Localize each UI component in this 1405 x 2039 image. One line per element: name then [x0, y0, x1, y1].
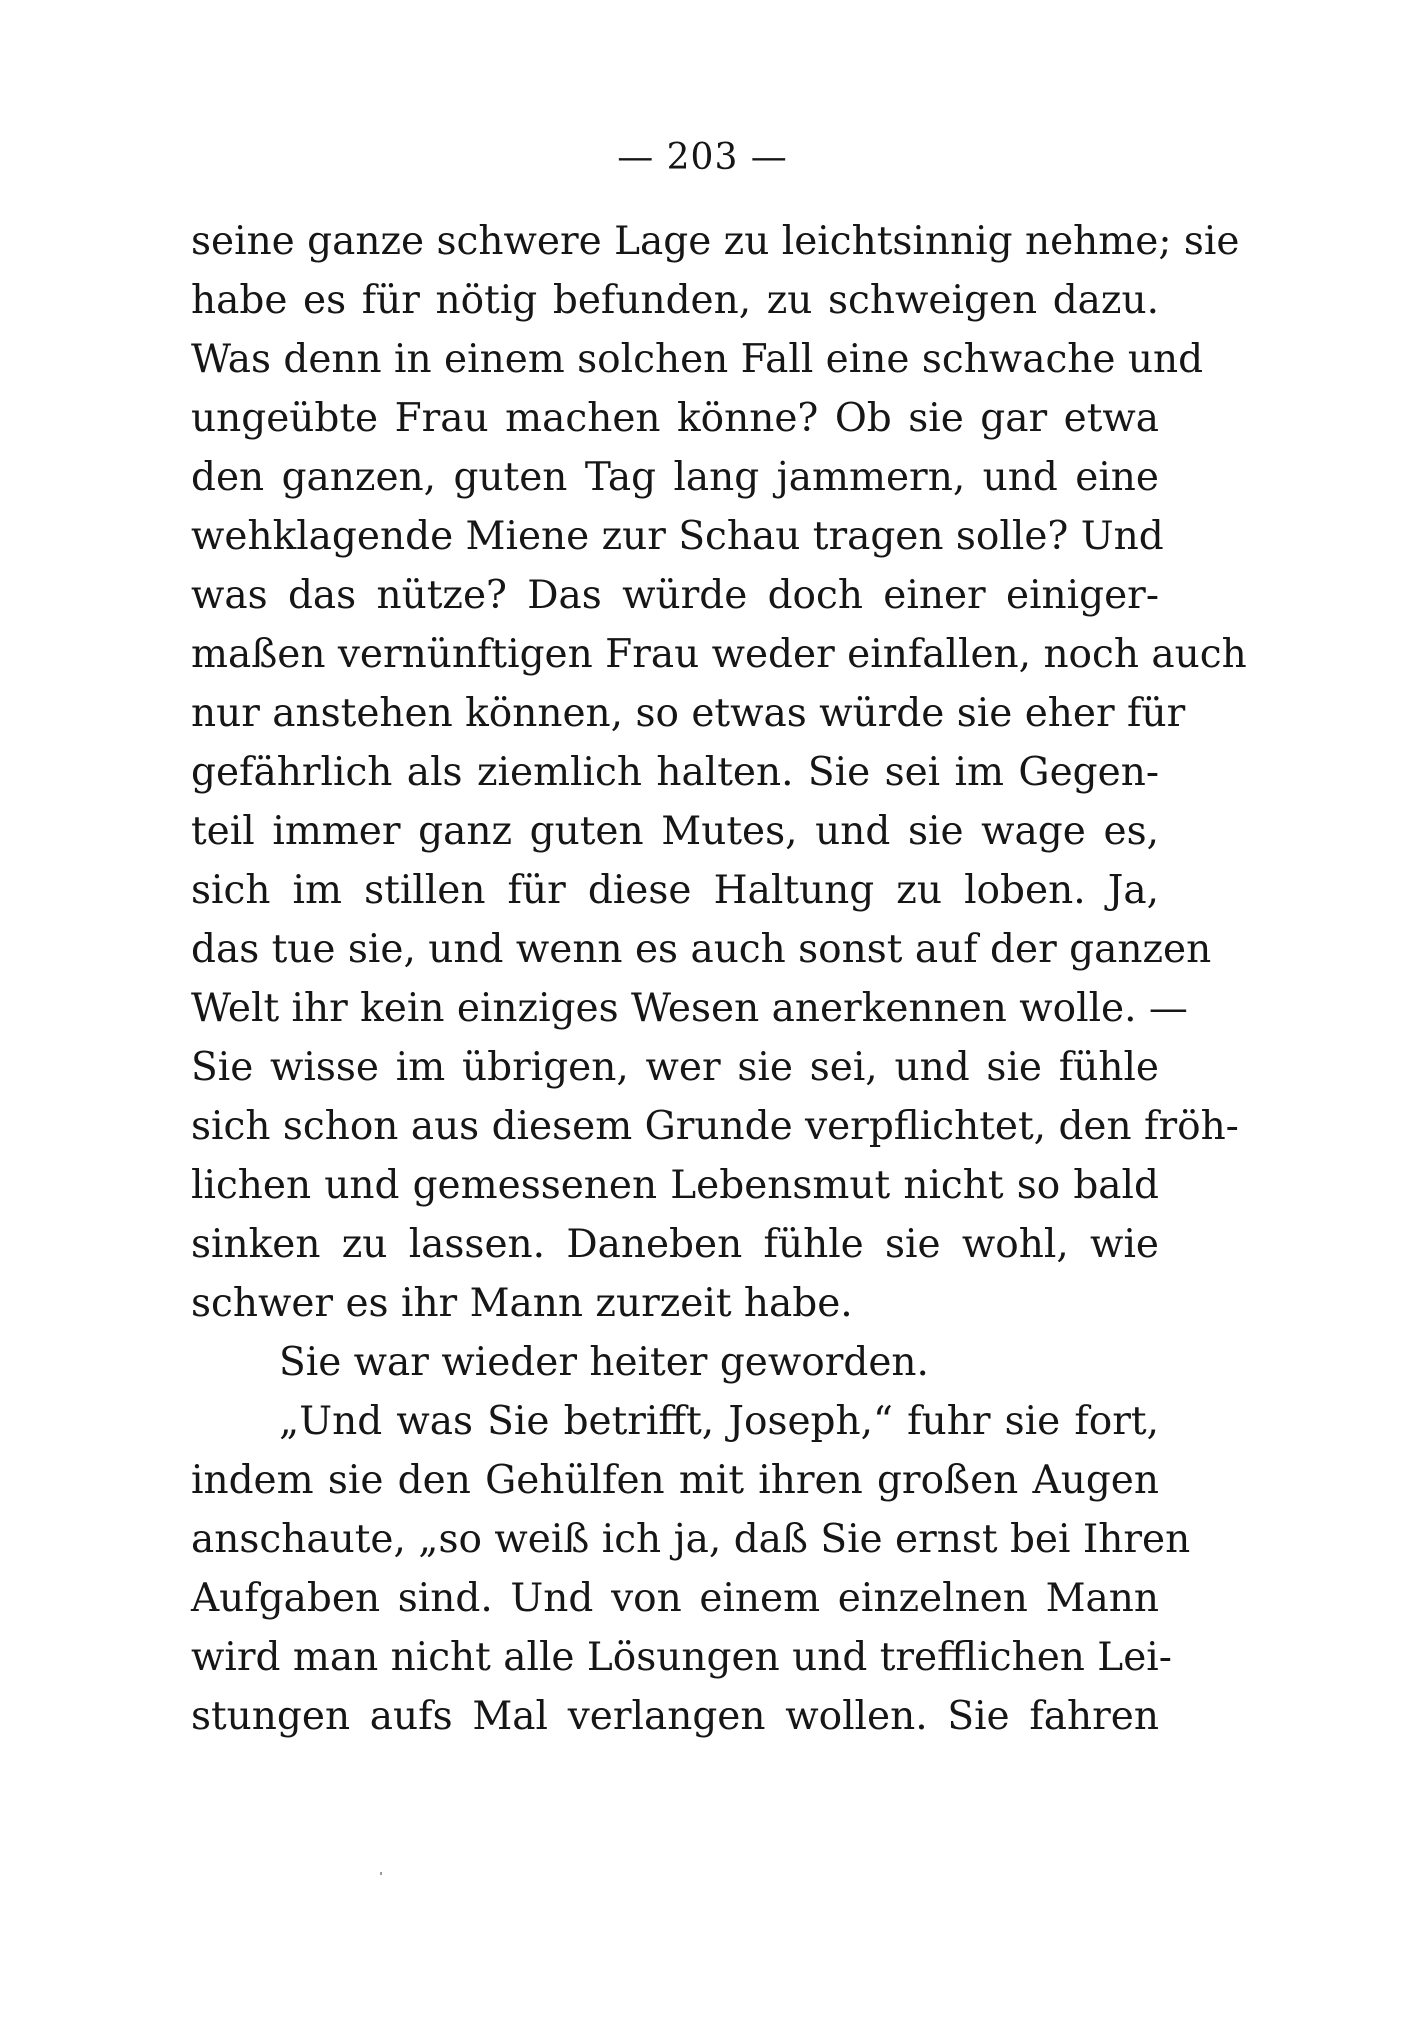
text-line: den ganzen, guten Tag lang jammern, und eine	[191, 455, 1159, 500]
text-line: maßen vernünftigen Frau weder einfallen, noch auch	[191, 632, 1247, 677]
text-line: ungeübte Frau machen könne? Ob sie gar etwa	[191, 396, 1159, 441]
page-number: — 203 —	[617, 137, 788, 178]
text-line: habe es für nötig befunden, zu schweigen dazu.	[191, 278, 1159, 323]
text-line: sich schon aus diesem Grunde verpflichtet, den fröh-	[191, 1104, 1239, 1149]
text-line: Was denn in einem solchen Fall eine schwache und	[191, 337, 1204, 382]
text-line: wird man nicht alle Lösungen und trefflichen Lei-	[191, 1635, 1172, 1680]
paragraph-first-line: „Und was Sie betrifft, Joseph,“ fuhr sie fort,	[279, 1399, 1159, 1444]
text-line: seine ganze schwere Lage zu leichtsinnig nehme; sie	[191, 219, 1240, 264]
text-line: Welt ihr kein einziges Wesen anerkennen wolle. —	[191, 986, 1188, 1031]
paragraph-end-line: schwer es ihr Mann zurzeit habe.	[191, 1281, 853, 1326]
body-text	[191, 212, 1247, 1746]
text-line: lichen und gemessenen Lebensmut nicht so bald	[191, 1163, 1159, 1208]
text-line: stungen aufs Mal verlangen wollen. Sie fahren	[191, 1694, 1159, 1739]
paper-speck	[380, 1872, 382, 1875]
paragraph-line: Sie war wieder heiter geworden.	[279, 1340, 929, 1385]
text-line: das tue sie, und wenn es auch sonst auf der ganzen	[191, 927, 1212, 972]
text-line: nur anstehen können, so etwas würde sie eher für	[191, 691, 1186, 736]
text-line: anschaute, „so weiß ich ja, daß Sie ernst bei Ihren	[191, 1517, 1191, 1562]
text-line: sich im stillen für diese Haltung zu loben. Ja,	[191, 868, 1159, 913]
text-line: sinken zu lassen. Daneben fühle sie wohl, wie	[191, 1222, 1159, 1267]
text-line: indem sie den Gehülfen mit ihren großen Augen	[191, 1458, 1159, 1503]
text-line: Sie wisse im übrigen, wer sie sei, und sie fühle	[191, 1045, 1159, 1090]
text-line: was das nütze? Das würde doch einer einiger-	[191, 573, 1159, 618]
text-line: teil immer ganz guten Mutes, und sie wage es,	[191, 809, 1159, 854]
text-line: wehklagende Miene zur Schau tragen solle? Und	[191, 514, 1164, 559]
text-line: gefährlich als ziemlich halten. Sie sei im Gegen-	[191, 750, 1159, 795]
text-line: Aufgaben sind. Und von einem einzelnen Mann	[191, 1576, 1159, 1621]
